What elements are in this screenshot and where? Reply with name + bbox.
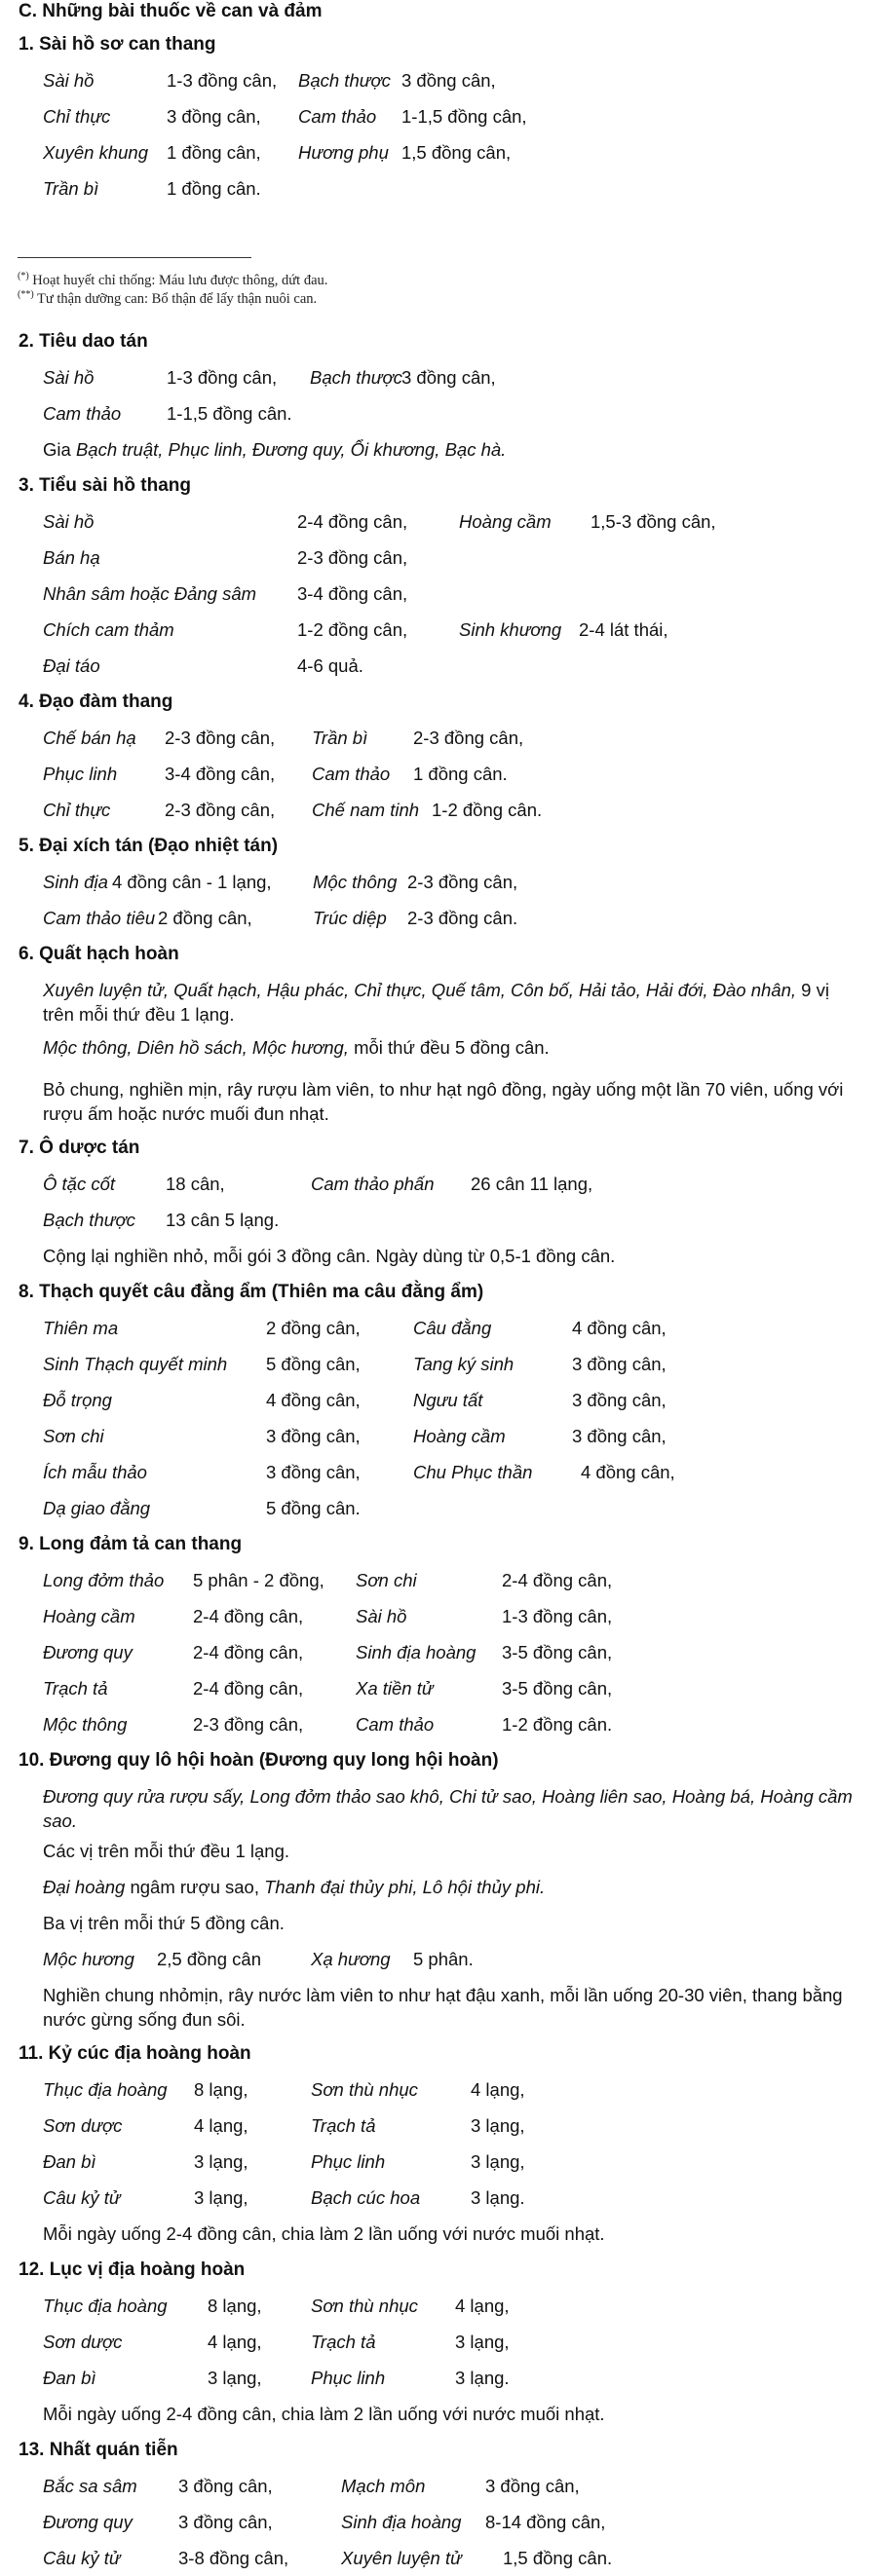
ingredient-row [0,2361,877,2396]
herb-name: Sài hồ [43,70,95,91]
herb-list: Xuyên luyện tử, Quất hạch, Hậu phác, Chỉ thực, Quế tâm, Côn bố, Hải tảo, Hải đới, Đào nhân, [43,980,796,1000]
herb-name: Cam thảo [312,764,391,784]
dosage: 3 lạng. [455,2368,510,2388]
herb-name: Sinh khương [459,619,562,640]
herb-name: Chỉ thực [43,800,111,820]
dosage: 3 lạng, [471,2115,525,2136]
note-line [0,2397,877,2432]
dosage: 8 lạng, [194,2079,248,2100]
herb-name: Sơn thù nhục [311,2079,418,2100]
recipe-title: 3. Tiểu sài hồ thang [19,475,192,496]
dosage: 4 lạng, [455,2296,510,2316]
herb-name: Đan bì [43,2368,96,2388]
ingredient-row [0,135,877,170]
ingredient-row [0,793,877,828]
note-line [0,2217,877,2252]
dosage: 3 lạng, [208,2368,262,2388]
herb-name: Đương quy [43,1642,133,1662]
herb-name: Bạch thược [43,1210,135,1230]
herb-name: Sài hồ [356,1606,407,1626]
title-line [0,468,877,504]
herb-name: Ô tặc cốt [43,1174,116,1194]
herb-name: Trần bì [312,728,368,748]
footnote-text: Hoạt huyết chỉ thống: Máu lưu được thông, dứt đau. [28,272,328,288]
dosage: 3-8 đồng cân, [178,2548,289,2568]
herb-name: Hoàng cầm [459,511,552,532]
note-prefix: Gia [43,439,76,460]
dosage: 3 đồng cân, [266,1426,361,1446]
herb-name: Cam thảo [298,106,377,127]
recipe-title: 8. Thạch quyết câu đằng ẩm (Thiên ma câu đằng ẩm) [19,1282,484,1302]
footnote-text: Tư thận dưỡng can: Bổ thận để lấy thận nuôi can. [33,290,318,307]
dosage: 3 đồng cân, [167,106,261,127]
dosage: 3 đồng cân, [178,2512,273,2532]
herb-name: Sinh địa hoàng [356,1642,477,1662]
dosage: 1,5-3 đồng cân, [591,511,716,532]
dosage: 1-1,5 đồng cân, [401,106,527,127]
herb-list: Thanh đại thủy phi, Lô hội thủy phi. [264,1877,546,1897]
herb-name: Bắc sa sâm [43,2476,137,2496]
ingredient-row [0,1455,877,1490]
note-text: Mỗi ngày uống 2-4 đồng cân, chia làm 2 lần uống với nước muối nhạt. [43,2404,605,2424]
recipe-title: 7. Ô dược tán [19,1138,140,1158]
herb-name: Mộc thông [43,1714,128,1735]
ingredient-row [0,1167,877,1202]
dosage: 1 đồng cân. [413,764,508,784]
dosage: 3 đồng cân, [485,2476,580,2496]
herb-name: Long đởm thảo [43,1570,165,1590]
dosage: 1 đồng cân, [167,142,261,163]
herb-name: Hương phụ [298,142,389,163]
herb-name: Đương quy [43,2512,133,2532]
herb-name: Thiên ma [43,1318,119,1338]
ingredient-row [0,2325,877,2360]
note-text: Mỗi ngày uống 2-4 đồng cân, chia làm 2 lần uống với nước muối nhạt. [43,2223,605,2244]
ingredient-row [0,171,877,206]
dosage: 3-5 đồng cân, [502,1678,613,1699]
herb-name: Sinh địa hoàng [341,2512,462,2532]
ingredient-row [0,1599,877,1634]
dosage: 3 đồng cân, [266,1462,361,1482]
herb-name: Đại hoàng [43,1877,126,1897]
herb-name: Đỗ trọng [43,1390,112,1410]
note-text: Các vị trên mỗi thứ đều 1 lạng. [43,1841,290,1861]
herb-name: Cam thảo tiêu [43,908,156,928]
ingredient-row [0,1671,877,1706]
dosage: 4 lạng, [208,2332,262,2352]
dosage: 2-4 đồng cân, [193,1606,304,1626]
dosage: 5 đồng cân, [266,1354,361,1374]
dosage: 3 đồng cân, [178,2476,273,2496]
ingredient-row [0,757,877,792]
herb-name: Trạch tả [311,2332,376,2352]
dosage: 3 đồng cân, [401,70,496,91]
herb-name: Bán hạ [43,547,100,568]
ingredient-row [0,1635,877,1670]
dosage: 1-2 đồng cân. [432,800,543,820]
ingredient-row [0,901,877,936]
herb-name: Thục địa hoàng [43,2079,168,2100]
herb-name: Sơn dược [43,2115,123,2136]
herb-name: Câu kỷ tử [43,2187,121,2208]
dosage: 3 lạng, [194,2151,248,2172]
ingredient-row [0,541,877,576]
dosage: 2-3 đồng cân. [407,908,518,928]
dosage: 1-2 đồng cân. [502,1714,613,1735]
herb-name: Nhân sâm hoặc Đảng sâm [43,583,257,604]
dosage: 1 đồng cân. [167,178,261,199]
ingredient-row [0,1311,877,1346]
dosage: 2-4 lát thái, [579,619,668,640]
dosage: 2-4 đồng cân, [297,511,408,532]
ingredient-row [0,1419,877,1454]
note-line [0,1906,877,1941]
ingredient-row [0,396,877,431]
dosage: 2 đồng cân, [158,908,252,928]
recipe-title: 12. Lục vị địa hoàng hoàn [19,2259,246,2280]
dosage: 1-3 đồng cân, [167,70,278,91]
paragraph: Bỏ chung, nghiền mịn, rây rượu làm viên, to như hạt ngô đồng, ngày uống một lần 70 viên, uống với rượu ấm hoặc nước muối đun nhạt. [43,1079,844,1124]
herb-name: Phục linh [43,764,118,784]
ingredient-row [0,99,877,134]
dosage: 2-3 đồng cân, [297,547,408,568]
dosage: 1-3 đồng cân, [502,1606,613,1626]
herb-name: Mạch môn [341,2476,426,2496]
dosage: 1,5 đồng cân. [503,2548,613,2568]
footnote-rule [18,257,251,258]
herb-name: Bạch thược [310,367,402,388]
ingredient-row [0,1942,877,1977]
dosage: 2-4 đồng cân, [193,1642,304,1662]
footnote-mark: (*) [18,271,29,281]
herb-name: Sơn dược [43,2332,123,2352]
herb-name: Tang ký sinh [413,1354,515,1374]
section-heading: C. Những bài thuốc về can và đảm [19,1,323,21]
recipe-title: 5. Đại xích tán (Đạo nhiệt tán) [19,836,279,856]
title-line [0,27,877,62]
ingredient-row [0,1563,877,1598]
title-line [0,1275,877,1310]
recipe-title: 4. Đạo đàm thang [19,691,173,712]
dosage: 26 cân 11 lạng, [471,1174,593,1194]
ingredient-row [0,1707,877,1742]
dosage: 3-4 đồng cân, [165,764,276,784]
dosage: 3 lạng, [455,2332,510,2352]
dosage: 5 phân. [413,1949,474,1969]
dosage: 3-5 đồng cân, [502,1642,613,1662]
dosage: 13 cân 5 lạng. [166,1210,280,1230]
dosage: 1-1,5 đồng cân. [167,403,292,424]
herb-name: Dạ giao đằng [43,1498,151,1518]
herb-name: Hoàng cầm [413,1426,506,1446]
herb-name: Cam thảo [43,403,122,424]
herb-name: Câu đằng [413,1318,492,1338]
paragraph [43,1035,857,1060]
dosage: 3 lạng, [471,2151,525,2172]
note-text: Ba vị trên mỗi thứ 5 đồng cân. [43,1913,285,1933]
herb-name: Xuyên khung [43,142,149,163]
dosage: 3 đồng cân, [572,1354,667,1374]
dosage: 2-4 đồng cân, [502,1570,613,1590]
dosage: 1-3 đồng cân, [167,367,278,388]
note-text [43,1870,545,1905]
note-fragment: ngâm rượu sao, [125,1877,265,1897]
dosage: 2-3 đồng cân, [165,728,276,748]
footnote-mark: (**) [18,289,34,300]
herb-name: Chế nam tinh [312,800,420,820]
herb-name: Mộc hương [43,1949,134,1969]
herb-name: Đan bì [43,2151,96,2172]
herb-name: Trúc diệp [313,908,387,928]
paragraph: Nghiền chung nhỏmịn, rây nước làm viên to như hạt đậu xanh, mỗi lần uống 20-30 viên, thang bằng nước gừng sống đun sôi. [43,1985,843,2030]
herb-name: Sài hồ [43,511,95,532]
title-line [0,1743,877,1778]
herb-name: Sơn thù nhục [311,2296,418,2316]
ingredient-row [0,2109,877,2144]
dosage: 2,5 đồng cân [157,1949,261,1969]
note-line [0,1239,877,1274]
title-line [0,324,877,359]
recipe-title: 9. Long đảm tả can thang [19,1534,243,1554]
herb-list: Bạch truật, Phục linh, Đương quy, Ổi khương, Bạc hà. [75,439,507,460]
dosage: 2-3 đồng cân, [407,872,518,892]
herb-name: Đại táo [43,655,100,676]
ingredient-row [0,504,877,540]
herb-name: Bạch cúc hoa [311,2187,421,2208]
dosage: 3 lạng. [471,2187,525,2208]
dosage: 8 lạng, [208,2296,262,2316]
footnote [18,285,317,309]
ingredient-row [0,2541,877,2576]
herb-name: Sinh địa [43,872,108,892]
recipe-title: 10. Đương quy lô hội hoàn (Đương quy long hội hoàn) [19,1750,499,1771]
ingredient-row [0,2145,877,2180]
ingredient-row [0,865,877,900]
ingredient-row [0,1383,877,1418]
herb-name: Mộc thông [313,872,398,892]
dosage: 2-4 đồng cân, [193,1678,304,1699]
recipe-title: 1. Sài hồ sơ can thang [19,34,216,55]
herb-name: Trạch tả [311,2115,376,2136]
herb-name: Sài hồ [43,367,95,388]
dosage: 4-6 quả. [297,655,363,676]
herb-name: Sinh Thạch quyết minh [43,1354,228,1374]
herb-name: Câu kỷ tử [43,2548,121,2568]
dosage: 4 đồng cân - 1 lạng, [112,872,272,892]
herb-name: Trần bì [43,178,99,199]
herb-name: Phục linh [311,2368,386,2388]
herb-name: Hoàng cầm [43,1606,135,1626]
dosage: 4 đồng cân, [572,1318,667,1338]
dosage: 8-14 đồng cân, [485,2512,606,2532]
herb-name: Ngưu tất [413,1390,483,1410]
dosage: 1-2 đồng cân, [297,619,408,640]
ingredient-row [0,2505,877,2540]
dosage: 3-4 đồng cân, [297,583,408,604]
paragraph: Đương quy rửa rượu sấy, Long đởm thảo sao khô, Chi tử sao, Hoàng liên sao, Hoàng bá, Hoàng cầm sao. [43,1786,853,1831]
herb-name: Cam thảo [356,1714,435,1735]
note-line [0,1834,877,1869]
note-text: Cộng lại nghiền nhỏ, mỗi gói 3 đồng cân. Ngày dùng từ 0,5-1 đồng cân. [43,1246,616,1266]
herb-name: Cam thảo phấn [311,1174,435,1194]
title-line [0,1131,877,1166]
title-line [0,2433,877,2468]
herb-name: Xa tiền tử [356,1678,434,1699]
title-line [0,685,877,720]
note-line [0,432,877,467]
ingredient-row [0,2289,877,2324]
herb-name: Thục địa hoàng [43,2296,168,2316]
title-line [0,1527,877,1562]
ingredient-row [0,360,877,395]
recipe-title: 2. Tiêu dao tán [19,331,148,352]
dosage: 4 đồng cân, [266,1390,361,1410]
herb-name: Trạch tả [43,1678,108,1699]
recipe-title: 13. Nhất quán tiễn [19,2440,178,2460]
paragraph-text: 9 vị trên mỗi thứ đều 1 lạng. [43,980,829,1025]
dosage: 5 phân - 2 đồng, [193,1570,324,1590]
dosage: 3 lạng, [194,2187,248,2208]
herb-name: Xuyên luyện tử [341,2548,462,2568]
dosage: 2-3 đồng cân, [413,728,524,748]
herb-list: Mộc thông, Diên hồ sách, Mộc hương, [43,1037,349,1058]
herb-name: Xạ hương [311,1949,391,1969]
ingredient-row [0,2181,877,2216]
dosage: 3 đồng cân, [401,367,496,388]
note-line [0,1870,877,1905]
title-line [0,937,877,972]
dosage: 1,5 đồng cân, [401,142,512,163]
herb-name: Chích cam thảm [43,619,174,640]
ingredient-row [0,721,877,756]
herb-name: Ích mẫu thảo [43,1462,147,1482]
recipe-title: 11. Kỷ cúc địa hoàng hoàn [19,2043,251,2064]
section-heading-line [0,0,877,29]
dosage: 2 đồng cân, [266,1318,361,1338]
dosage: 4 lạng, [471,2079,525,2100]
title-line [0,2253,877,2288]
paragraph [43,978,857,1027]
herb-name: Phục linh [311,2151,386,2172]
ingredient-row [0,63,877,98]
title-line [0,2036,877,2072]
ingredient-row [0,2469,877,2504]
dosage: 3 đồng cân, [572,1426,667,1446]
dosage: 3 đồng cân, [572,1390,667,1410]
dosage: 18 cân, [166,1174,225,1194]
recipe-title: 6. Quất hạch hoàn [19,944,179,964]
ingredient-row [0,2072,877,2108]
herb-name: Chỉ thực [43,106,111,127]
ingredient-row [0,577,877,612]
ingredient-row [0,1203,877,1238]
dosage: 2-3 đồng cân, [165,800,276,820]
ingredient-row [0,613,877,648]
herb-name: Sơn chi [356,1570,417,1590]
ingredient-row [0,1347,877,1382]
ingredient-row [0,649,877,684]
dosage: 5 đồng cân. [266,1498,361,1518]
note-text [43,432,506,467]
herb-name: Chu Phục thần [413,1462,533,1482]
paragraph-text: mỗi thứ đều 5 đồng cân. [348,1037,550,1058]
herb-name: Chế bán hạ [43,728,136,748]
dosage: 4 đồng cân, [581,1462,675,1482]
dosage: 4 lạng, [194,2115,248,2136]
herb-name: Bạch thược [298,70,391,91]
dosage: 2-3 đồng cân, [193,1714,304,1735]
herb-name: Sơn chi [43,1426,104,1446]
ingredient-row [0,1491,877,1526]
title-line [0,829,877,864]
